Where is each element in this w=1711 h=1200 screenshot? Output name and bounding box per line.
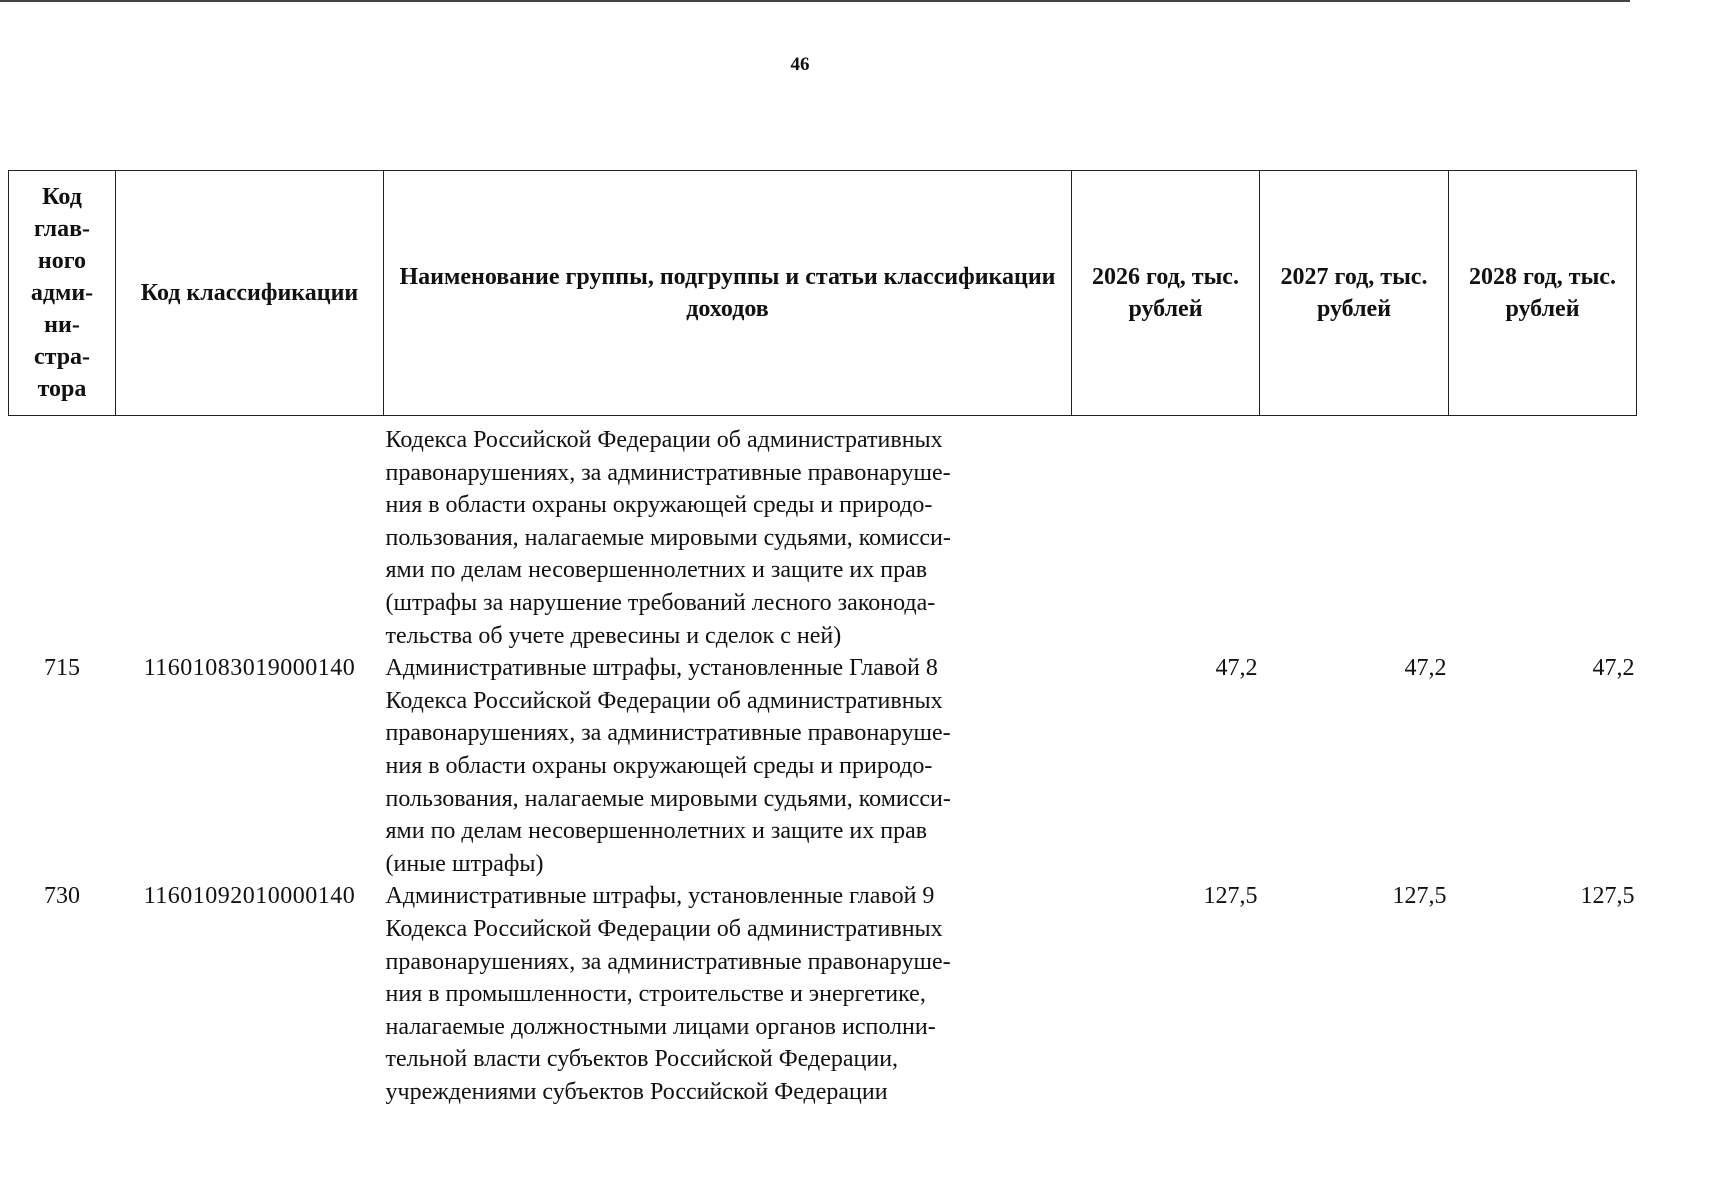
revenue-name-cell: Административные штрафы, установленные Главой 8 Кодекса Российской Федерации об административных правонарушениях, за административные правонаруше- ния в области охраны окружающей среды и природо- пользования, налагаемые мировыми судьями, комисси- ями по делам несовершеннолетних и защите их прав (иные штрафы) [385, 655, 951, 877]
value-2028-cell [1449, 416, 1637, 653]
top-rule [0, 0, 1630, 2]
classification-code-cell: 11601092010000140 [143, 883, 356, 910]
revenue-table [8, 170, 1637, 1108]
table-row [9, 880, 1637, 1108]
header-year-2027: 2027 год, тыс. рублей [1260, 171, 1449, 416]
table-row [9, 416, 1637, 653]
admin-code-cell [9, 416, 116, 653]
value-2027-cell: 127,5 [1392, 883, 1447, 910]
header-classification-code: Код классификации [116, 171, 384, 416]
admin-code-cell: 715 [44, 655, 80, 682]
revenue-name-cell: Кодекса Российской Федерации об административных правонарушениях, за административные правонаруше- ния в области охраны окружающей среды и природо- пользования, налагаемые мировыми судьями, комисси- ями по делам несовершеннолетних и защите их прав (штрафы за нарушение требований лесного законода- тельства об учете древесины и сделок с ней) [385, 427, 951, 649]
value-2026-cell [1072, 416, 1260, 653]
header-revenue-name: Наименование группы, подгруппы и статьи классификации доходов [384, 171, 1072, 416]
value-2028-cell: 47,2 [1592, 655, 1635, 682]
table-row [9, 652, 1637, 880]
header-year-2028: 2028 год, тыс. рублей [1449, 171, 1637, 416]
revenue-name-cell: Административные штрафы, установленные главой 9 Кодекса Российской Федерации об административных правонарушениях, за административные правонаруше- ния в промышленности, строительстве и энергетике, налагаемые должностными лицами органов исполни- тельной власти субъектов Российской Федерации, учреждениями субъектов Российской Федерации [385, 883, 951, 1105]
value-2027-cell [1260, 416, 1449, 653]
classification-code-cell [116, 416, 384, 653]
table-header-row [9, 171, 1637, 416]
value-2027-cell: 47,2 [1404, 655, 1447, 682]
value-2026-cell: 47,2 [1215, 655, 1258, 682]
classification-code-cell: 11601083019000140 [143, 655, 356, 682]
value-2026-cell: 127,5 [1203, 883, 1258, 910]
header-admin-code: Код глав- ного адми- ни- стра- тора [9, 171, 116, 416]
header-year-2026: 2026 год, тыс. рублей [1072, 171, 1260, 416]
value-2028-cell: 127,5 [1580, 883, 1635, 910]
admin-code-cell: 730 [44, 883, 80, 910]
page-number: 46 [790, 54, 810, 75]
